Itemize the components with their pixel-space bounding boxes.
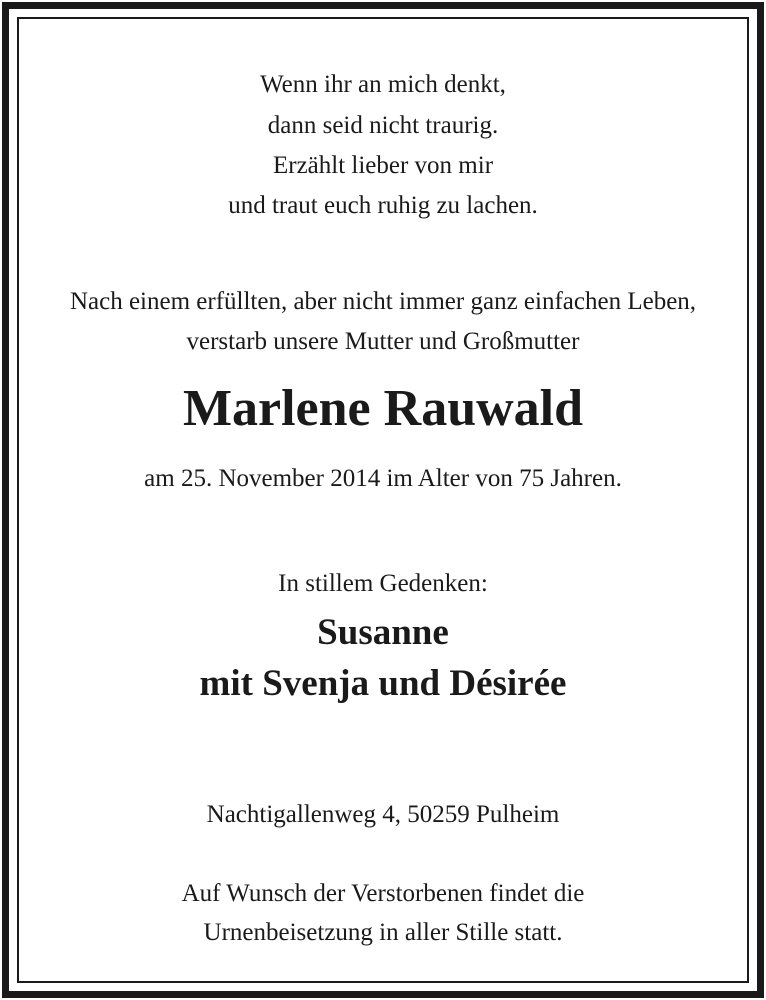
notice-line: Urnenbeisetzung in aller Stille statt. [203,919,563,946]
notice-line: Auf Wunsch der Verstorbenen findet die [181,880,585,907]
death-date-line: am 25. November 2014 im Alter von 75 Jahren. [144,465,622,492]
intro-line: verstarb unsere Mutter und Großmutter [186,328,580,355]
intro-line: Nach einem erfüllten, aber nicht immer ganz einfachen Leben, [69,288,697,315]
address: Nachtigallenweg 4, 50259 Pulheim [206,801,560,828]
poem-line: dann seid nicht traurig. [267,112,499,139]
poem-line: Wenn ihr an mich denkt, [260,71,506,98]
mourner-name: Susanne [317,612,449,653]
obituary-card [17,17,749,983]
poem-line: Erzählt lieber von mir [272,152,494,179]
outer-border [2,2,764,998]
mourning-heading: In stillem Gedenken: [278,570,488,597]
deceased-name: Marlene Rauwald [182,380,584,437]
mourner-name: mit Svenja und Désirée [199,663,567,704]
poem-line: und traut euch ruhig zu lachen. [228,192,538,219]
